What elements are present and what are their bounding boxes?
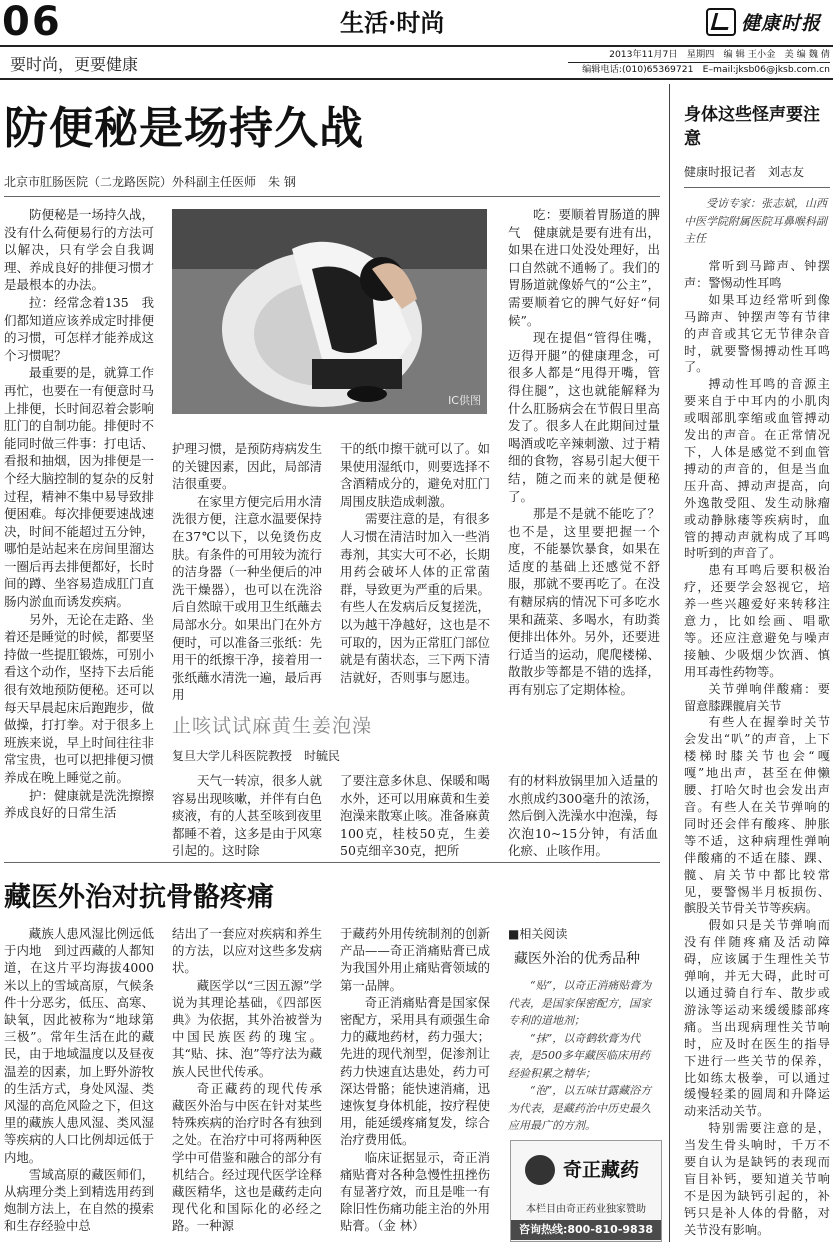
paragraph: 搏动性耳鸣的音源主要来自于中耳内的小肌肉或咽部肌挛缩或血管搏动发出的声音。在正常情况下，人体是感觉不到血管搏动的声音的，但是当血压升高、搏动声提高，向外逸散受阻、发生动脉瘤或动静脉瘘等疾病时，血管的搏动声就构成了耳鸣时听到的声音了。 xyxy=(684,377,830,561)
paragraph: 有些人在握拳时关节会发出“叭”的声音，上下楼梯时膝关节也会“嘎嘎”地出声，甚至在伸懒腰、打哈欠时也会发出声音。有些人在关节弹响的同时还会伴有酸疼、肿胀等不适，这种病理性弹响伴酸痛的不适在膝、踝、髋、肩关节中都比较常见，要警惕半月板损伤、髌股关节骨关节等疾病。 xyxy=(684,715,830,916)
paragraph: 患有耳鸣后要积极治疗，还要学会怒视它，培养一些兴趣爱好来转移注意力，比如绘画、唱歌等。还应注意避免与噪声接触、少吸烟少饮酒、慎用耳毒性药物等。 xyxy=(684,563,830,679)
paragraph: 于藏药外用传统制剂的创新产品——奇正消痛贴膏已成为我国外用止痛贴膏领域的第一品牌。 xyxy=(340,926,490,993)
article4-byline: 健康时报记者 刘志友 xyxy=(684,165,805,179)
paragraph: 藏医学以“三因五源”学说为其理论基础，《四部医典》为依据，其外治被誉为中国民族医药的瑰宝。其“贴、抹、泡”等疗法为藏族人民世代传承。 xyxy=(172,977,322,1079)
paragraph: 奇正消痛贴膏是国家保密配方，采用具有顽强生命力的藏地药材，药力强大；先进的现代剂型，促渗剂让药力快速直达患处，药力可深达骨骼；能快速消痛，迅速恢复身体机能，按疗程使用，能延缓疼痛复发，综合治疗费用低。 xyxy=(340,994,490,1148)
related-reading-title: 藏医外治的优秀品种 xyxy=(514,951,640,967)
article4-title: 身体这些怪声要注意 xyxy=(684,105,820,149)
photo-credit: IC供图 xyxy=(448,394,481,407)
related-reading-item: “泡”，以五味甘露藏浴方为代表，是藏药治中历史最久应用最广的方剂。 xyxy=(508,1084,652,1132)
masthead-logo xyxy=(706,8,832,38)
paragraph: 护理习惯，是预防痔病发生的关键因素，因此，局部清洁很重要。 xyxy=(172,441,323,492)
subhead-paragraph: 护：健康就是洗洗擦擦 养成良好的日常生活 xyxy=(4,787,167,821)
related-reading-item: “贴”，以奇正消痛贴膏为代表，是国家保密配方，国家专利的道地剂； xyxy=(508,979,652,1027)
paragraph: 另外，无论在走路、坐着还是睡觉的时候，都要坚持做一些提肛锻炼，可别小看这个动作，坚持下去后能很有效地预防便秘。还可以每天早晨起床后跑跑步，做做操，打打拳。对于很多上班族来说，早上时间往往非常宝贵，也可以把排便习惯养成在晚上睡觉之前。 xyxy=(4,611,155,785)
header-bottom-rule xyxy=(0,78,833,80)
logo-text: 健康时报 xyxy=(741,12,822,35)
article1-title: 防便秘是场持久战 xyxy=(4,103,364,154)
article1-column-4 xyxy=(508,206,660,699)
paragraph: 天气一转凉，很多人就容易出现咳嗽，并伴有白色痰液，有的人甚至咳到夜里都睡不着，这多是由于风寒引起的。这时除 xyxy=(172,773,323,859)
related-reading-item: “抹”，以奇鹤软膏为代表，是500多年藏医临床用药经验积累之精华； xyxy=(508,1031,650,1080)
paragraph: 雪域高原的藏医师们，从病理分类上到精选用药到炮制方法上，在自然的摸索和生存经验中总 xyxy=(4,1166,154,1234)
date-line: 2013年11月7日 星期四 编 辑 王小金 美 编 魏 倩 xyxy=(609,49,830,60)
article2-column-2 xyxy=(340,772,490,860)
sponsor-brand: 奇正藏药 xyxy=(563,1159,640,1181)
subhead-paragraph: 吃：要顺着胃肠道的脾气 健康就是要有进有出，如果在进口处没处理好，出口自然就不通畅了。我们的胃肠道就像娇气的“公主”，需要顺着它的脾气好好“伺候”。 xyxy=(508,207,660,328)
article4-expert: 受访专家：张志斌，山西中医学院附属医院耳鼻喉科副主任 xyxy=(684,197,827,245)
paragraph: 防便秘是一场持久战，没有什么荷便易行的方法可以解决，只有学会自我调理、养成良好的排便习惯才是最根本的办法。 xyxy=(4,207,155,293)
related-reading-head: ■相关阅读 xyxy=(508,927,568,941)
sponsor-ad xyxy=(510,1140,662,1242)
article4-byline-rule xyxy=(684,187,830,188)
paragraph: 临床证据显示，奇正消痛贴膏对各种急慢性扭挫伤有显著疗效，而且是唯一有除旧性伤痛功能主治的外用贴膏。（金 林） xyxy=(340,1149,490,1234)
contact-line: 编辑电话:(010)65369721 E–mail:jksb06@jksb.com.cn xyxy=(582,64,830,75)
paragraph: 有的材料放锅里加入适量的水煎成约300毫升的浓汤，然后倒入洗澡水中泡澡，每次泡10~15分钟，有活血化瘀、止咳作用。 xyxy=(508,773,659,859)
subhead-paragraph: 关节弹响伴酸痛：要留意膝踝髋肩关节 xyxy=(684,681,830,713)
slogan: 要时尚，更要健康 xyxy=(10,55,139,74)
paragraph: 如果耳边经常听到像马蹄声、钟摆声等有节律的声音或其它无节律杂音时，就要警惕搏动性耳鸣了。 xyxy=(684,292,830,375)
page-number: 06 xyxy=(2,0,62,45)
article2-column-1 xyxy=(172,772,322,860)
paragraph: 需要注意的是，有很多人习惯在清洁时加入一些消毒剂，其实大可不必，长期用药会破坏人体的正常菌群，导致更为严重的后果。有些人在发病后反复搓洗，以为越干净越好，这也是不可取的，因为正常肛门部位就是有菌状态，三下两下清洁就好，否则事与愿违。 xyxy=(340,511,491,685)
paragraph: 那是不是就不能吃了？也不是，这里要把握一个度，不能暴饮暴食，如果在适度的基础上还感觉不舒服，那就不要再吃了。在没有糖尿病的情况下可多吃水果和蔬菜、多喝水，有助粪便排出体外。另外，还要进行适当的运动，爬爬楼梯、散散步等都是不错的选择，再有别忘了定期体检。 xyxy=(508,506,660,698)
column-divider xyxy=(669,84,670,1242)
paragraph: 特别需要注意的是，当发生骨头响时，千万不要自认为是缺钙的表现而盲目补钙，要知道关节响不是因为缺钙引起的，补钙只是补人体的骨骼，对关节没有影响。 xyxy=(684,1121,830,1237)
article1-byline-rule xyxy=(4,196,660,197)
paragraph: 结出了一套应对疾病和养生的方法，以应对这些多发病状。 xyxy=(172,926,322,976)
subhead-paragraph: 奇正藏药的现代传承 藏医外治与中医在针对某些特殊疾病的治疗时各有独到之处。在治疗中可将两种医学中可借鉴和融合的部分有机结合。经过现代医学诠释藏医精华，这也是藏药走向现代化和国际化的必经之路。一种源 xyxy=(172,1080,335,1234)
logo-icon xyxy=(706,8,736,36)
paragraph: 现在提倡“管得住嘴，迈得开腿”的健康理念，可很多人都是“甩得开嘴，管得住腿”，这也就能解释为什么肛肠病会在节假日里高发了。很多人在此期间过量喝酒或吃辛辣刺激、过于精细的食物，容易引起大便干结，随之而来的就是便秘了。 xyxy=(508,330,660,504)
subhead-paragraph: 藏族人患风湿比例远低于内地 到过西藏的人都知道，在这片平均海拔4000米以上的雪域高原，气候条件十分恶劣，低压、高寒、缺氧，因此被称为“地球第三极”。常年生活在此的藏民，由于地域温度以及昼夜温差的因素，加上野外游牧的生活方式，身处风湿、类风湿的高危风险之下，但这里的藏族人患风湿、类风湿等疾病的人口比例却远低于内地。 xyxy=(4,926,154,1165)
article2-byline: 复旦大学儿科医院教授 时毓民 xyxy=(172,749,341,763)
article4-body xyxy=(684,258,830,1239)
paragraph: 最重要的是，就算工作再忙，也要在一有便意时马上排便，长时间忍着会影响肛门的自制功能。排便时不能同时做三件事：打电话、看报和抽烟，因为排便是一个经大脑控制的复杂的反射过程，精神不集中易导致排便困难。每次排便要速战速决，时间不能超过五分钟，哪怕是站起来在房间里溜达一圈后再去排便都好，长时间的蹲、坐容易造成肛门直肠内淤血而诱发疾病。 xyxy=(4,365,155,610)
article3-column-3 xyxy=(340,925,490,1235)
paragraph: 了要注意多休息、保暖和喝水外，还可以用麻黄和生姜泡澡来散寒止咳。准备麻黄100克，桂枝50克，生姜50克细辛30克，把所 xyxy=(340,773,491,859)
article1-byline: 北京市肛肠医院（二龙路医院）外科副主任医师 朱 钢 xyxy=(4,175,296,189)
paragraph: 在家里方便完后用水清洗很方便，注意水温要保持在37℃以下，以免烫伤皮肤。有条件的可用较为流行的洁身器（一种坐便后的冲洗干燥器），也可以在洗浴后自然晾干或用卫生纸蘸去局部水分。如果出门在外方便时，可以准备三张纸：先用干的纸擦干净，接着用一张纸蘸水清洗一遍，最后再用 xyxy=(172,493,323,703)
subhead-paragraph: 常听到马蹄声、钟摆声：警惕动性耳鸣 xyxy=(684,259,830,290)
section-title: 生活·时尚 xyxy=(340,8,445,37)
article2-column-3 xyxy=(508,772,658,860)
paragraph: 假如只是关节弹响而没有伴随疼痛及活动障碍，应该属于生理性关节弹响，并无大碍，此时可以通过骑自行车、散步或游泳等运动来缓缓膝部疼痛。当出现病理性关节响时，应及时在医生的指导下进行一些关节的保养，比如练太极拳，可以通过缓慢轻柔的圆周和升降运动来活动关节。 xyxy=(684,918,830,1119)
article1-column-1 xyxy=(4,206,167,822)
article1-column-2 xyxy=(172,440,322,704)
article2-title: 止咳试试麻黄生姜泡澡 xyxy=(172,715,373,737)
sponsor-hotline: 咨询热线:800-810-9838 xyxy=(511,1220,661,1240)
toilet-person-illustration xyxy=(172,209,487,414)
sponsor-line: 本栏目由奇正药业独家赞助 xyxy=(526,1204,646,1215)
section-rule xyxy=(4,862,660,863)
paragraph: 干的纸巾擦干就可以了。如果使用湿纸巾，则要选择不含酒精成分的，避免对肛门周围皮肤造成刺激。 xyxy=(340,441,491,509)
article1-column-3 xyxy=(340,440,490,686)
subhead-paragraph: 拉：经常念着135 我们都知道应该养成定时排便的习惯，可怎样才能养成这个习惯呢？ xyxy=(4,294,155,363)
article3-title: 藏医外治对抗骨骼疼痛 xyxy=(4,882,274,913)
article3-column-2 xyxy=(172,925,335,1235)
brand-logo-icon xyxy=(525,1155,555,1185)
related-reading-box xyxy=(508,925,660,1242)
header-rule xyxy=(0,45,833,47)
article3-column-1 xyxy=(4,925,154,1235)
article1-photo xyxy=(172,209,487,414)
